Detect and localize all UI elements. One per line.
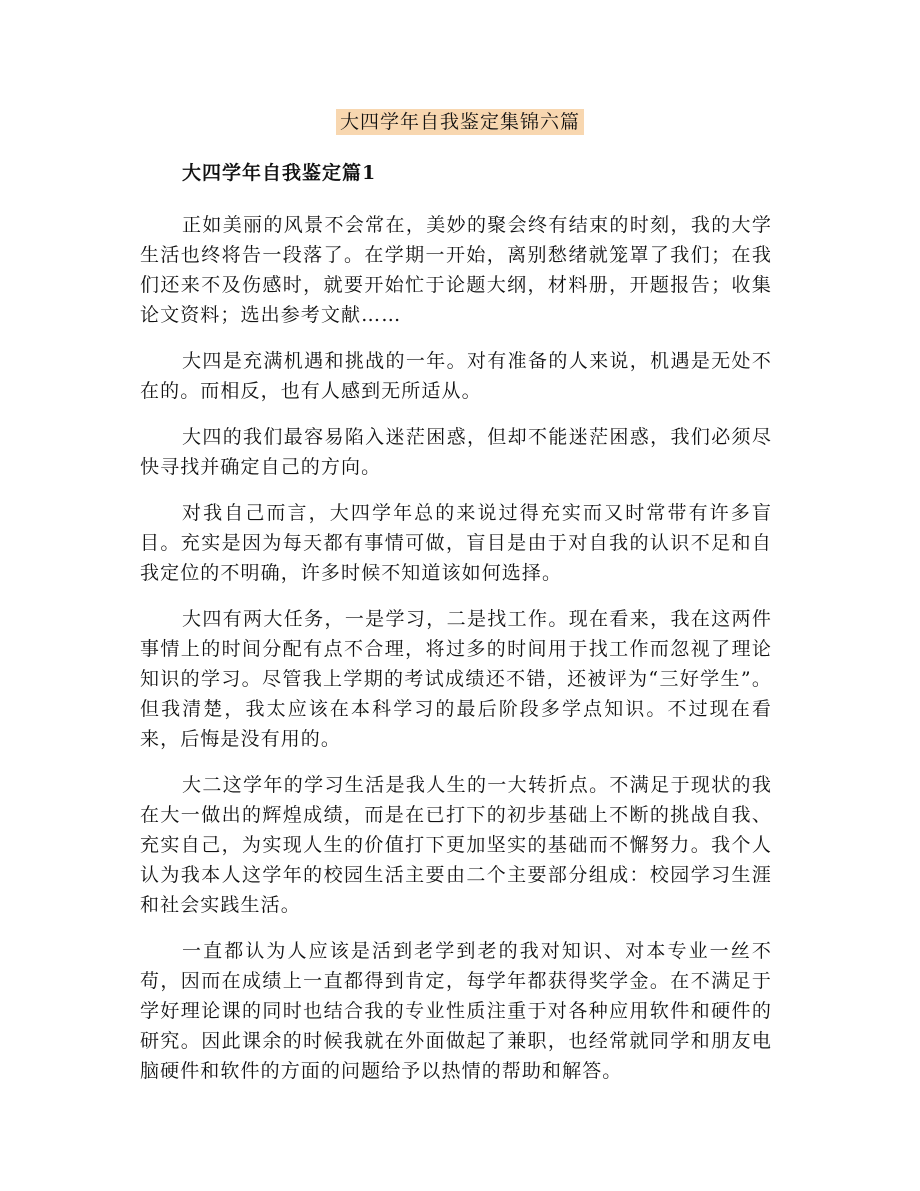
document-title — [0, 109, 920, 135]
paragraph: 大四的我们最容易陷入迷茫困惑，但却不能迷茫困惑，我们必须尽快寻找并确定自己的方向。 — [140, 426, 772, 478]
paragraph: 正如美丽的风景不会常在，美妙的聚会终有结束的时刻，我的大学生活也终将告一段落了。在学期一开始，离别愁绪就笼罩了我们；在我们还来不及伤感时，就要开始忙于论题大纲，材料册，开题报告；收集论文资料；选出参考文献…… — [140, 214, 772, 326]
paragraph: 一直都认为人应该是活到老学到老的我对知识、对本专业一丝不苟，因而在成绩上一直都得到肯定，每学年都获得奖学金。在不满足于学好理论课的同时也结合我的专业性质注重于对各种应用软件和硬件的研究。因此课余的时候我就在外面做起了兼职，也经常就同学和朋友电脑硬件和软件的方面的问题给予以热情的帮助和解答。 — [140, 940, 772, 1082]
paragraph: 对我自己而言，大四学年总的来说过得充实而又时常带有许多盲目。充实是因为每天都有事情可做，盲目是由于对自我的认识不足和自我定位的不明确，许多时候不知道该如何选择。 — [140, 502, 772, 584]
paragraph: 大四是充满机遇和挑战的一年。对有准备的人来说，机遇是无处不在的。而相反，也有人感到无所适从。 — [140, 350, 772, 402]
section-heading: 大四学年自我鉴定篇1 — [182, 162, 377, 184]
paragraph: 大四有两大任务，一是学习，二是找工作。现在看来，我在这两件事情上的时间分配有点不合理，将过多的时间用于找工作而忽视了理论知识的学习。尽管我上学期的考试成绩还不错，还被评为“三好学生”。但我清楚，我太应该在本科学习的最后阶段多学点知识。不过现在看来，后悔是没有用的。 — [140, 608, 772, 750]
paragraph: 大二这学年的学习生活是我人生的一大转折点。不满足于现状的我在大一做出的辉煌成绩，而是在已打下的初步基础上不断的挑战自我、充实自己，为实现人生的价值打下更加坚实的基础而不懈努力。我个人认为我本人这学年的校园生活主要由二个主要部分组成：校园学习生涯和社会实践生活。 — [140, 774, 772, 916]
document-body — [140, 210, 772, 1102]
document-title-text: 大四学年自我鉴定集锦六篇 — [336, 109, 584, 135]
